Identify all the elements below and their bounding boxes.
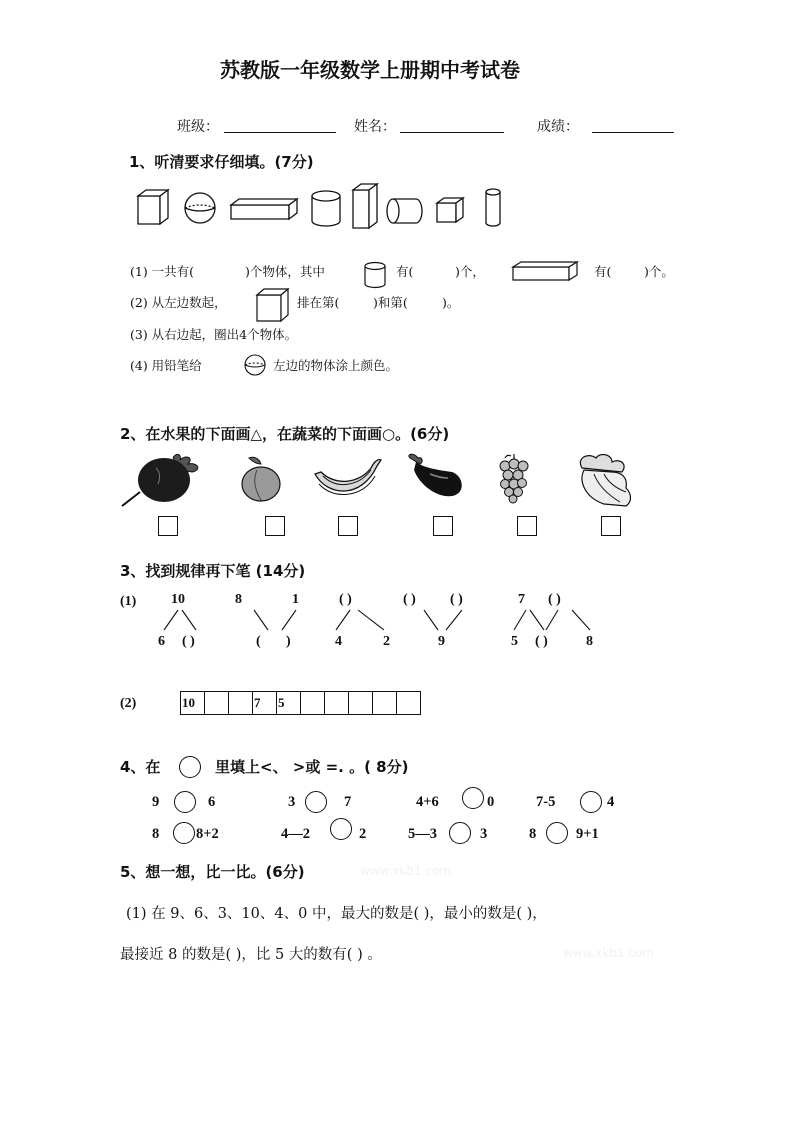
compare-circle[interactable]	[305, 791, 327, 813]
tall-cuboid-icon	[351, 182, 379, 230]
cylinder-icon	[363, 261, 387, 289]
tree-right: 8	[586, 634, 593, 649]
q1-line2-d: )。	[442, 295, 460, 310]
compare-right: 4	[607, 794, 615, 810]
answer-box[interactable]	[158, 516, 178, 536]
tree-branch	[160, 608, 204, 632]
sequence-cell[interactable]	[229, 691, 253, 715]
sequence-cell[interactable]	[397, 691, 421, 715]
q1-line4-b: 左边的物体涂上颜色。	[273, 358, 399, 373]
score-field[interactable]	[592, 132, 674, 133]
tree-right: ( )	[182, 634, 195, 649]
q1-line1-d: )个，	[455, 264, 485, 279]
sequence-cell[interactable]: 7	[253, 691, 277, 715]
tree-top: 7	[518, 592, 525, 607]
compare-circle-icon	[179, 756, 201, 778]
q1-line1-c: 有(	[396, 264, 414, 279]
compare-right: 9+1	[576, 826, 599, 842]
answer-box[interactable]	[517, 516, 537, 536]
compare-circle[interactable]	[173, 822, 195, 844]
sequence-cell[interactable]: 10	[181, 691, 205, 715]
tree-right: 2	[383, 634, 390, 649]
q5-heading: 5、想一想，比一比。(6分)	[120, 863, 305, 881]
compare-circle[interactable]	[449, 822, 471, 844]
compare-left: 7-5	[536, 794, 556, 810]
page-title: 苏教版一年级数学上册期中考试卷	[220, 58, 520, 82]
class-label: 班级：	[177, 119, 219, 135]
q1-line1-f: )个。	[644, 264, 674, 279]
compare-circle[interactable]	[546, 822, 568, 844]
tree-top: 10	[171, 592, 185, 607]
compare-right: 0	[487, 794, 495, 810]
answer-box[interactable]	[265, 516, 285, 536]
answer-box[interactable]	[601, 516, 621, 536]
compare-right: 2	[359, 826, 367, 842]
compare-left: 9	[152, 794, 160, 810]
compare-left: 5—3	[408, 826, 437, 842]
sequence-cell[interactable]	[205, 691, 229, 715]
compare-circle[interactable]	[330, 818, 352, 840]
compare-right: 7	[344, 794, 352, 810]
tree-right: ( )	[535, 634, 548, 649]
q1-line1-b: )个物体，其中	[245, 264, 325, 279]
lying-cylinder-icon	[386, 197, 424, 225]
sphere-icon	[183, 192, 217, 224]
tree-branch	[510, 608, 596, 632]
compare-left: 3	[288, 794, 296, 810]
tree-left: 4	[335, 634, 342, 649]
q5-line2: 最接近 8 的数是( )，比 5 大的数有( ) 。	[120, 947, 382, 963]
tree-top: 1	[292, 592, 299, 607]
q1-heading: 1、听清要求仔细填。(7分)	[129, 153, 314, 171]
answer-box[interactable]	[338, 516, 358, 536]
tree-branch	[330, 608, 390, 632]
q3-part1-label: (1)	[120, 594, 137, 609]
peach-icon	[237, 452, 285, 504]
q1-line2-a: (2) 从左边数起，	[130, 295, 227, 310]
beet-icon	[118, 450, 208, 508]
watermark: www.xkb1.com	[563, 946, 654, 960]
eggplant-icon	[404, 452, 466, 498]
compare-right: 3	[480, 826, 488, 842]
tree-top: ( )	[339, 592, 352, 607]
compare-left: 4+6	[416, 794, 439, 810]
sequence-cell[interactable]: 5	[277, 691, 301, 715]
score-label: 成绩：	[537, 119, 579, 135]
q4-heading-b: 里填上<、 >或 =. 。( 8分)	[215, 758, 409, 776]
small-cube-icon	[435, 196, 465, 224]
q2-heading: 2、在水果的下面画△，在蔬菜的下面画○。(6分)	[120, 425, 450, 443]
q1-line4-a: (4) 用铅笔给	[130, 358, 202, 373]
cuboid-long-icon	[229, 197, 299, 221]
compare-circle[interactable]	[174, 791, 196, 813]
compare-circle[interactable]	[580, 791, 602, 813]
compare-left: 8	[152, 826, 160, 842]
q3-heading: 3、找到规律再下笔 (14分)	[120, 562, 306, 580]
sequence-grid	[180, 691, 421, 715]
tree-branch	[250, 608, 302, 632]
tree-top: ( )	[548, 592, 561, 607]
sequence-cell[interactable]	[373, 691, 397, 715]
tree-branch	[420, 608, 468, 632]
cylinder-icon	[310, 190, 342, 228]
compare-left: 8	[529, 826, 537, 842]
q1-line1-e: 有(	[594, 264, 612, 279]
tree-top: ( )	[403, 592, 416, 607]
sequence-cell[interactable]	[325, 691, 349, 715]
cabbage-icon	[574, 452, 634, 508]
compare-right: 8+2	[196, 826, 219, 842]
tree-top: ( )	[450, 592, 463, 607]
grapes-icon	[497, 452, 531, 504]
tree-left: 9	[438, 634, 445, 649]
q1-line2-b: 排在第(	[297, 295, 340, 310]
answer-box[interactable]	[433, 516, 453, 536]
cuboid-long-icon	[511, 260, 581, 282]
name-label: 姓名：	[354, 119, 396, 135]
sequence-cell[interactable]	[301, 691, 325, 715]
q1-line3: (3) 从右边起，圈出4个物体。	[130, 327, 298, 342]
tree-left: 6	[158, 634, 165, 649]
q5-line1: (1) 在 9、6、3、10、4、0 中，最大的数是( )，最小的数是( )，	[126, 906, 547, 922]
compare-right: 6	[208, 794, 216, 810]
sphere-icon	[244, 354, 266, 376]
watermark: www.xkb1.com	[360, 864, 451, 878]
q4-heading-a: 4、在	[120, 758, 161, 776]
cube-icon	[255, 287, 291, 323]
tree-left: 5	[511, 634, 518, 649]
tree-left: (	[256, 634, 261, 649]
compare-circle[interactable]	[462, 787, 484, 809]
q1-line2-c: )和第(	[373, 295, 408, 310]
class-field[interactable]	[224, 132, 336, 133]
thin-cylinder-icon	[484, 188, 502, 228]
tree-top: 8	[235, 592, 242, 607]
banana-icon	[311, 456, 383, 504]
q1-line1-a: (1) 一共有(	[130, 264, 195, 279]
tree-right: )	[286, 634, 291, 649]
cube-icon	[136, 188, 172, 226]
name-field[interactable]	[400, 132, 504, 133]
compare-left: 4—2	[281, 826, 310, 842]
q3-part2-label: (2)	[120, 696, 137, 711]
sequence-cell[interactable]	[349, 691, 373, 715]
